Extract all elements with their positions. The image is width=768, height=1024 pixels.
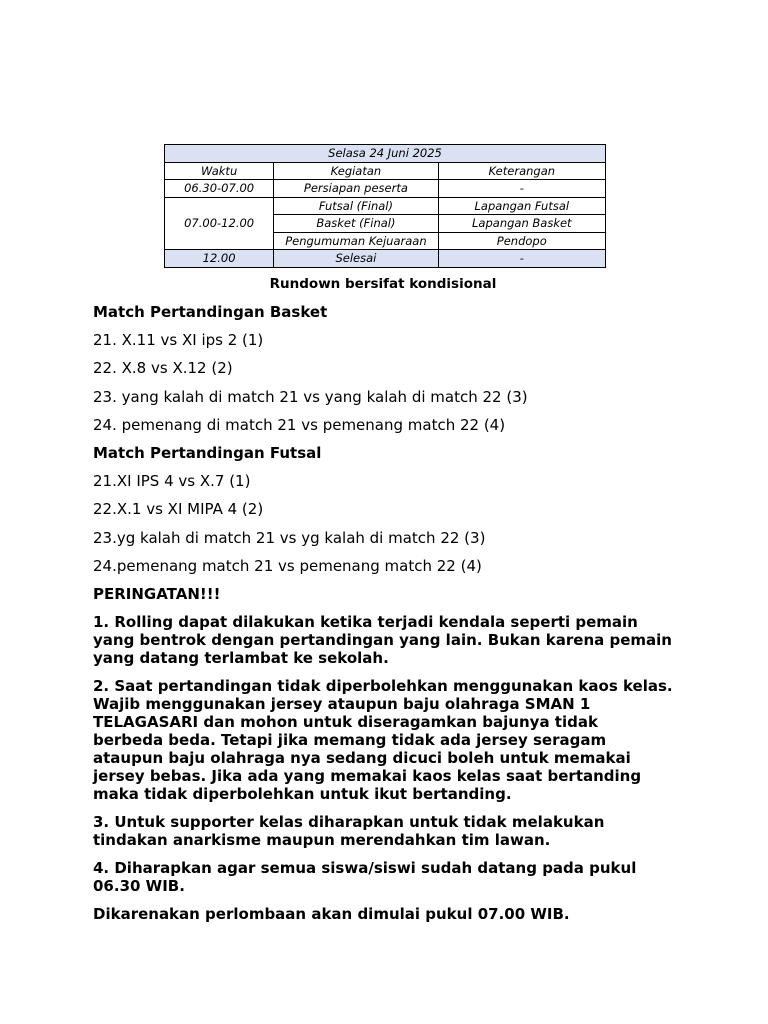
table-date: Selasa 24 Juni 2025: [165, 145, 606, 163]
cell-kegiatan: Pengumuman Kejuaraan: [274, 232, 438, 250]
cell-kegiatan: Futsal (Final): [274, 197, 438, 215]
warning-item: 4. Diharapkan agar semua siswa/siswi sudah datang pada pukul 06.30 WIB.: [93, 859, 637, 896]
table-header-row: [165, 162, 606, 180]
basket-match: 23. yang kalah di match 21 vs yang kalah di match 22 (3): [93, 387, 528, 406]
cell-waktu: 07.00-12.00: [165, 197, 274, 250]
cell-kegiatan: Persiapan peserta: [274, 180, 438, 198]
warning-item: 2. Saat pertandingan tidak diperbolehkan menggunakan kaos kelas. Wajib menggunakan jersey ataupun baju olahraga SMAN 1 TELAGASARI dan mohon untuk diseragamkan bajunya tidak berbeda beda. Tetapi jika memang tidak ada jersey seragam ataupun baju olahraga nya sedang dicuci boleh untuk memakai jersey bebas. Jika ada yang memakai kaos kelas saat bertanding maka tidak diperbolehkan untuk ikut bertanding.: [93, 677, 673, 804]
header-kegiatan: Kegiatan: [274, 162, 438, 180]
futsal-match: 21.XI IPS 4 vs X.7 (1): [93, 472, 251, 491]
cell-keterangan: -: [438, 250, 605, 268]
basket-match: 21. X.11 vs XI ips 2 (1): [93, 331, 264, 349]
cell-keterangan: Pendopo: [438, 232, 605, 250]
cell-keterangan: -: [438, 180, 605, 198]
futsal-match: 22.X.1 vs XI MIPA 4 (2): [93, 500, 264, 519]
basket-heading: Match Pertandingan Basket: [93, 303, 328, 321]
document-body: [93, 275, 673, 933]
cell-keterangan: Lapangan Basket: [438, 215, 605, 233]
table-date-row: [165, 145, 606, 163]
basket-match: 22. X.8 vs X.12 (2): [93, 359, 233, 378]
header-waktu: Waktu: [165, 162, 274, 180]
warning-heading: PERINGATAN!!!: [93, 585, 221, 604]
cell-waktu: 12.00: [165, 250, 274, 268]
warning-item: 1. Rolling dapat dilakukan ketika terjadi kendala seperti pemain yang bentrok dengan pertandingan yang lain. Bukan karena pemain yang datang terlambat ke sekolah.: [93, 613, 672, 668]
table-row: [165, 197, 606, 215]
header-keterangan: Keterangan: [438, 162, 605, 180]
cell-kegiatan: Selesai: [274, 250, 438, 268]
cell-kegiatan: Basket (Final): [274, 215, 438, 233]
rundown-table: [164, 144, 606, 268]
futsal-match: 24.pemenang match 21 vs pemenang match 22 (4): [93, 557, 482, 576]
cell-keterangan: Lapangan Futsal: [438, 197, 605, 215]
basket-match: 24. pemenang di match 21 vs pemenang match 22 (4): [93, 415, 506, 434]
futsal-heading: Match Pertandingan Futsal: [93, 444, 322, 463]
warning-item: 3. Untuk supporter kelas diharapkan untuk tidak melakukan tindakan anarkisme maupun merendahkan tim lawan.: [93, 813, 605, 850]
table-row: [165, 250, 606, 268]
cell-waktu: 06.30-07.00: [165, 180, 274, 198]
rundown-note: Rundown bersifat kondisional: [269, 276, 497, 292]
table-row: [165, 180, 606, 198]
futsal-match: 23.yg kalah di match 21 vs yg kalah di match 22 (3): [93, 528, 486, 547]
warning-item: Dikarenakan perlombaan akan dimulai pukul 07.00 WIB.: [93, 905, 570, 924]
